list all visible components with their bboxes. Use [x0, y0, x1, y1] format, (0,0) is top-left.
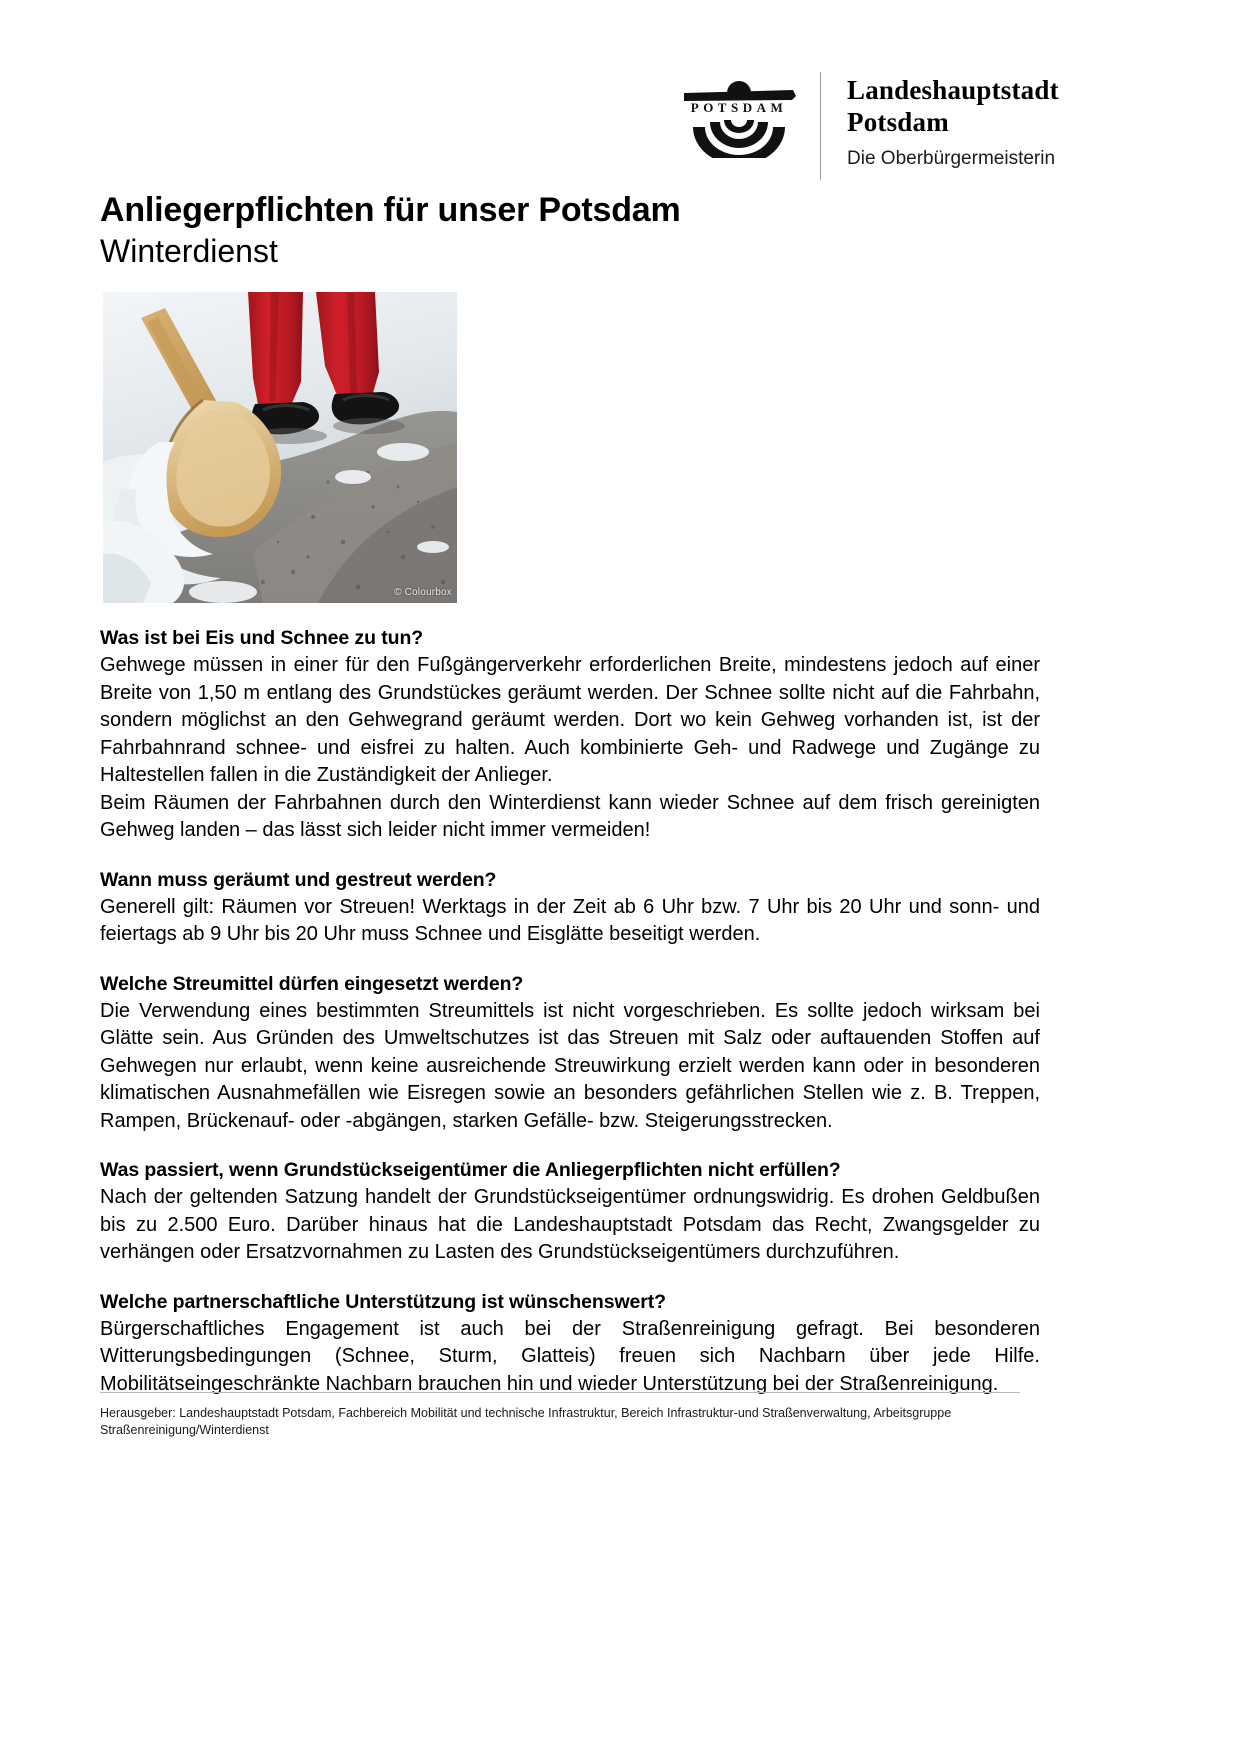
footer-imprint-text: Herausgeber: Landeshauptstadt Potsdam, Fachbereich Mobilität und technische Infrastruktur, Bereich Infrastruktur-und Straßenverwaltung, Arbeitsgruppe Straßenreinigung/Winterdienst: [100, 1406, 952, 1437]
org-name-line-2: Potsdam: [847, 107, 949, 137]
header-divider: [820, 72, 821, 180]
page-title: Anliegerpflichten für unser Potsdam: [100, 191, 681, 229]
section-heading: Welche partnerschaftliche Unterstützung ist wünschenswert?: [100, 1290, 666, 1313]
section-paragraph: Bürgerschaftliches Engagement ist auch bei der Straßenreinigung gefragt. Bei besonderen Witterungsbedingungen (Schnee, Sturm, Glatteis) freuen sich Nachbarn über jede Hilfe. Mobilitätseingeschränkte Nachbarn brauchen hin und wieder Unterstützung bei der Straßenreinigung.: [100, 1317, 1040, 1395]
organization-name-block: [847, 72, 1059, 171]
footer-divider: [100, 1392, 1020, 1393]
document-header: [680, 72, 1059, 192]
page-subtitle: Winterdienst: [100, 233, 278, 269]
section-partnerschaftliche-unterstuetzung: [100, 1289, 1040, 1399]
section-heading: Was passiert, wenn Grundstückseigentümer die Anliegerpflichten nicht erfüllen?: [100, 1159, 841, 1181]
section-eis-und-schnee: [100, 625, 1040, 845]
section-was-passiert: [100, 1157, 1040, 1267]
section-paragraph: Generell gilt: Räumen vor Streuen! Werktags in der Zeit ab 6 Uhr bzw. 7 Uhr bis 20 Uhr und sonn- und feiertags ab 9 Uhr bis 20 Uhr muss Schnee und Eisglätte beseitigt werden.: [100, 895, 1040, 945]
document-body: [100, 625, 1040, 1398]
section-heading: Wann muss geräumt und gestreut werden?: [100, 868, 497, 891]
section-paragraph-2: Beim Räumen der Fahrbahnen durch den Winterdienst kann wieder Schnee auf dem frisch gereinigten Gehweg landen – das lässt sich leider nicht immer vermeiden!: [100, 791, 1040, 841]
photo-credit: © Colourbox: [394, 587, 452, 598]
section-streumittel: [100, 971, 1040, 1136]
potsdam-crest-logo-icon: [680, 72, 798, 158]
title-block: [100, 190, 1040, 270]
org-role-line: Die Oberbürgermeisterin: [847, 148, 1056, 169]
section-paragraph: Gehwege müssen in einer für den Fußgängerverkehr erforderlichen Breite, mindestens jedoch auf einer Breite von 1,50 m entlang des Grundstückes geräumt werden. Der Schnee sollte nicht auf die Fahrbahn, sondern möglichst an den Gehwegrand geräumt werden. Dort wo kein Gehweg vorhanden ist, ist der Fahrbahnrand schnee- und eisfrei zu halten. Auch kombinierte Geh- und Radwege und Zugänge zu Haltestellen fallen in die Zuständigkeit der Anlieger.: [100, 654, 1040, 786]
section-heading: Was ist bei Eis und Schnee zu tun?: [100, 627, 424, 649]
org-name-line-1: Landeshauptstadt: [847, 75, 1059, 105]
winter-snow-shovel-photo: [103, 292, 457, 603]
section-paragraph: Die Verwendung eines bestimmten Streumittels ist nicht vorgeschrieben. Es sollte jedoch wirksam bei Glätte sein. Aus Gründen des Umweltschutzes ist das Streuen mit Salz oder auftauenden Stoffen auf Gehwegen nur erlaubt, wenn keine ausreichende Streuwirkung erzielt werden kann oder in besonderen klimatischen Ausnahmefällen wie Eisregen sowie an besonders gefährlichen Stellen wie z. B. Treppen, Rampen, Brückenauf- oder -abgängen, starken Gefälle- bzw. Steigerungsstrecken.: [100, 999, 1040, 1132]
document-footer: [100, 1392, 1020, 1439]
section-heading: Welche Streumittel dürfen eingesetzt werden?: [100, 972, 524, 995]
logo-wordmark-text: POTSDAM: [690, 100, 788, 115]
section-wann-geraeumt: [100, 867, 1040, 949]
section-paragraph: Nach der geltenden Satzung handelt der Grundstückseigentümer ordnungswidrig. Es drohen Geldbußen bis zu 2.500 Euro. Darüber hinaus hat die Landeshauptstadt Potsdam das Recht, Zwangsgelder zu verhängen oder Ersatzvornahmen zu Lasten des Grundstückseigentümers durchzuführen.: [100, 1186, 1040, 1263]
